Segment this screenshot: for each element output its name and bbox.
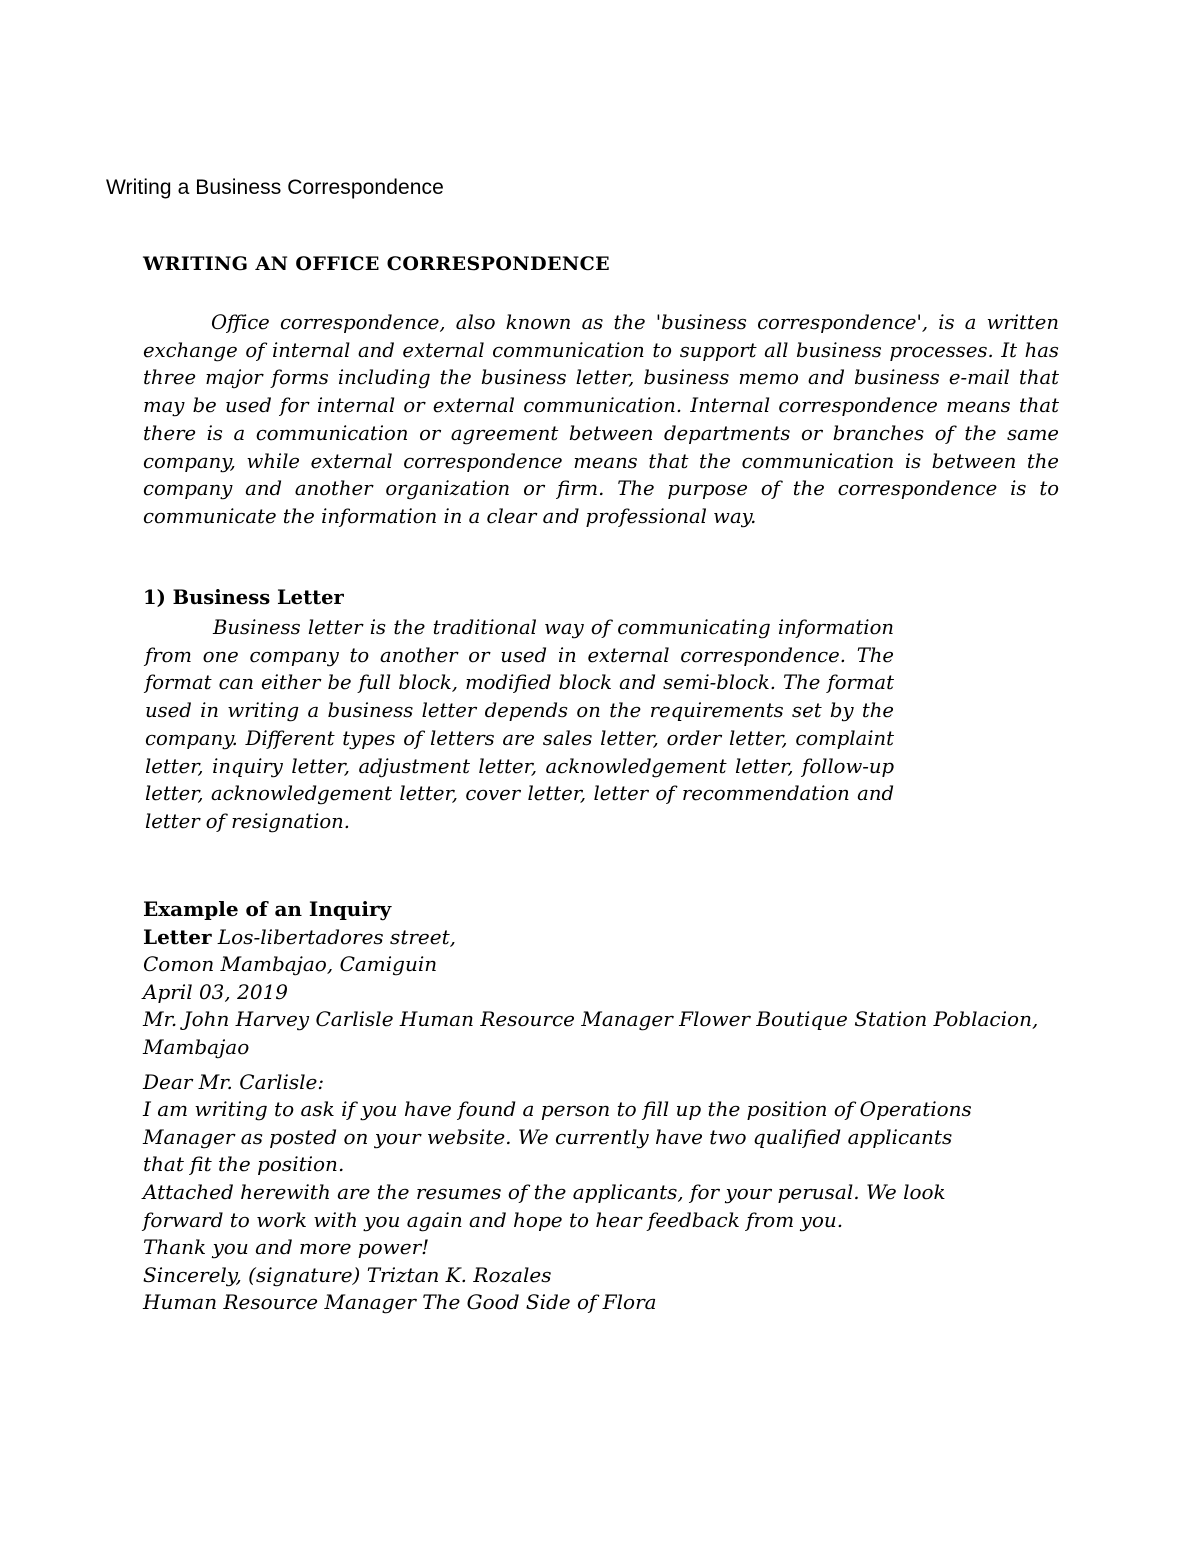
letter-date: April 03, 2019 xyxy=(143,979,289,1004)
business-letter-paragraph: Business letter is the traditional way of communicating information from one company to another or used in external correspondence. The format can either be full block, modified block and semi-block. The format used in writing a business letter depends on the requirements set by the company. Different types of letters are sales letter, order letter, complaint letter, inquiry letter, adjustment letter, acknowledgement letter, follow-up letter, acknowledgement letter, cover letter, letter of recommendation and letter of resignation. xyxy=(145,616,894,833)
letter-body-line: that fit the position. xyxy=(143,1152,345,1177)
letter-body-line: Manager as posted on your website. We currently have two qualified applicants xyxy=(143,1124,953,1149)
example-letter xyxy=(143,896,1143,1317)
signature-line: Sincerely, (signature) Triztan K. Rozales xyxy=(143,1262,552,1287)
business-letter-heading: 1) Business Letter xyxy=(143,586,344,609)
example-heading-continuation: Letter xyxy=(143,924,212,949)
example-address-first-line xyxy=(143,924,1143,952)
salutation: Dear Mr. Carlisle: xyxy=(143,1069,325,1094)
letter-body-line: I am writing to ask if you have found a person to fill up the position of Operations xyxy=(143,1097,972,1122)
signer-title: Human Resource Manager The Good Side of Flora xyxy=(143,1290,657,1315)
section-heading: WRITING AN OFFICE CORRESPONDENCE xyxy=(143,253,610,275)
address-line: Comon Mambajao, Camiguin xyxy=(143,952,438,977)
document-title: Writing a Business Correspondence xyxy=(106,176,444,199)
closing-line: Thank you and more power! xyxy=(143,1235,430,1260)
letter-body-line: Attached herewith are the resumes of the applicants, for your perusal. We look xyxy=(143,1179,946,1204)
recipient-line: Mambajao xyxy=(143,1034,250,1059)
intro-paragraph: Office correspondence, also known as the 'business correspondence', is a written exchange of internal and external communication to support all business processes. It has three major forms including the business letter, business memo and business e-mail that may be used for internal or external communication. Internal correspondence means that there is a communication or agreement between departments or branches of the same company, while external correspondence means that the communication is between the company and another organization or firm. The purpose of the correspondence is to communicate the information in a clear and professional way. xyxy=(143,311,1059,528)
recipient-line: Mr. John Harvey Carlisle Human Resource Manager Flower Boutique Station Poblacion, xyxy=(143,1007,1039,1032)
example-heading: Example of an Inquiry xyxy=(143,897,392,921)
address-line: Los-libertadores street, xyxy=(217,924,456,949)
letter-body-line: forward to work with you again and hope to hear feedback from you. xyxy=(143,1207,844,1232)
